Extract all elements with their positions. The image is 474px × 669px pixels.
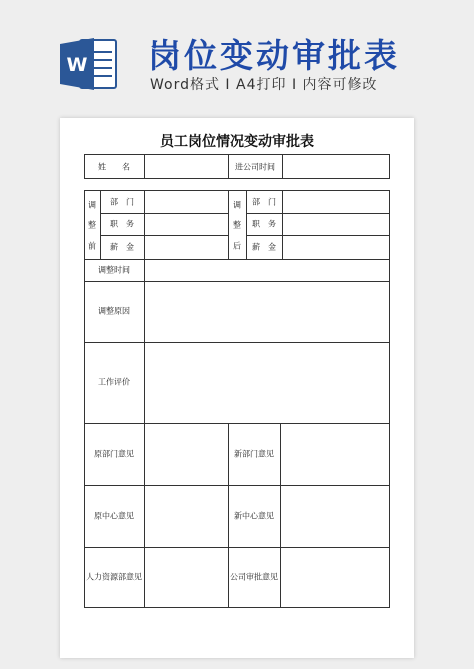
work-eval-input[interactable]	[145, 343, 389, 422]
adjust-time-label: 调整时间	[98, 265, 130, 275]
before-char-1: 调	[88, 200, 96, 210]
name-label: 姓 名	[98, 162, 130, 172]
after-char-3: 后	[233, 241, 241, 251]
before-char-2: 整	[88, 220, 96, 230]
after-salary-input[interactable]	[283, 236, 389, 258]
after-position-label: 职 务	[252, 219, 276, 229]
before-dept-label: 部 门	[110, 197, 134, 207]
word-logo-letter: W	[66, 54, 88, 76]
old-dept-opinion-label: 原部门意见	[94, 449, 134, 459]
old-dept-opinion-input[interactable]	[145, 424, 227, 484]
before-char-3: 前	[88, 241, 96, 251]
join-time-label: 进公司时间	[235, 162, 275, 172]
after-dept-label: 部 门	[252, 197, 276, 207]
company-approval-input[interactable]	[281, 548, 389, 607]
adjust-time-input[interactable]	[145, 260, 389, 280]
work-eval-label: 工作评价	[98, 377, 130, 387]
name-input[interactable]	[145, 155, 227, 178]
new-center-opinion-input[interactable]	[281, 486, 389, 546]
document-page	[60, 118, 414, 658]
before-position-input[interactable]	[145, 214, 227, 234]
adjust-reason-input[interactable]	[145, 282, 389, 341]
old-center-opinion-label: 原中心意见	[94, 511, 134, 521]
banner-subtitle: Word格式 I A4打印 I 内容可修改	[150, 77, 378, 93]
new-dept-opinion-label: 新部门意见	[234, 449, 274, 459]
banner-title: 岗位变动审批表	[148, 36, 400, 75]
join-time-input[interactable]	[283, 155, 389, 178]
new-center-opinion-label: 新中心意见	[234, 511, 274, 521]
after-position-input[interactable]	[283, 214, 389, 234]
before-dept-input[interactable]	[145, 191, 227, 212]
before-salary-input[interactable]	[145, 236, 227, 258]
adjust-reason-label: 调整原因	[98, 306, 130, 316]
banner	[0, 0, 474, 112]
after-char-2: 整	[233, 220, 241, 230]
old-center-opinion-input[interactable]	[145, 486, 227, 546]
before-salary-label: 薪 金	[110, 242, 134, 252]
after-salary-label: 薪 金	[252, 242, 276, 252]
new-dept-opinion-input[interactable]	[281, 424, 389, 484]
hr-opinion-label: 人力资源部意见	[86, 572, 142, 582]
hr-opinion-input[interactable]	[145, 548, 227, 607]
after-dept-input[interactable]	[283, 191, 389, 212]
company-approval-label: 公司审批意见	[230, 572, 278, 582]
form-title: 员工岗位情况变动审批表	[160, 134, 314, 150]
after-char-1: 调	[233, 200, 241, 210]
before-position-label: 职 务	[110, 219, 134, 229]
word-logo-icon	[60, 36, 118, 92]
